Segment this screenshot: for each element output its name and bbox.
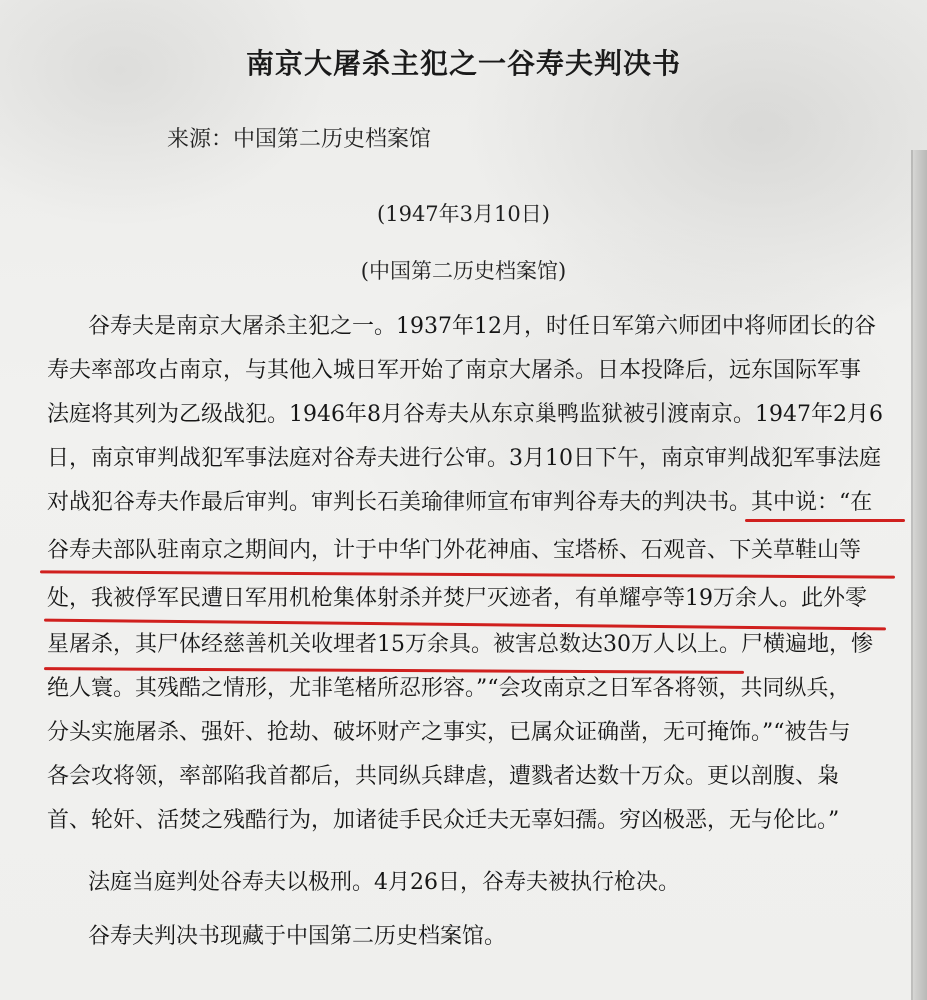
paragraph-line-7: 处，我被俘军民遭日军用机枪集体射杀并焚尸灭迹者，有单耀亭等19万余人。此外零 xyxy=(47,586,867,611)
paragraph-line-10: 分头实施屠杀、强奸、抢劫、破坏财产之事实，已属众证确凿，无可掩饰。”“被告与 xyxy=(47,720,851,745)
red-underline-2 xyxy=(40,570,895,578)
paragraph-line-4: 日，南京审判战犯军事法庭对谷寿夫进行公审。3月10日下午，南京审判战犯军事法庭 xyxy=(47,446,881,471)
document-date: (1947年3月10日) xyxy=(377,202,550,226)
paragraph-line-6: 谷寿夫部队驻南京之期间内，计于中华门外花神庙、宝塔桥、石观音、下关草鞋山等 xyxy=(47,538,862,563)
paragraph-line-13: 法庭当庭判处谷寿夫以极刑。4月26日，谷寿夫被执行枪决。 xyxy=(88,870,680,895)
paragraph-line-2: 寿夫率部攻占南京，与其他入城日军开始了南京大屠杀。日本投降后，远东国际军事 xyxy=(47,358,862,383)
paragraph-line-14: 谷寿夫判决书现藏于中国第二历史档案馆。 xyxy=(88,924,507,949)
paragraph-line-12: 首、轮奸、活焚之残酷行为，加诸徒手民众迁夫无辜妇孺。穷凶极恶，无与伦比。” xyxy=(47,808,840,833)
paragraph-line-8: 星屠杀，其尸体经慈善机关收埋者15万余具。被害总数达30万人以上。尸横遍地，惨 xyxy=(47,632,873,657)
paragraph-line-3: 法庭将其列为乙级战犯。1946年8月谷寿夫从东京巢鸭监狱被引渡南京。1947年2月6 xyxy=(47,402,883,427)
document-title: 南京大屠杀主犯之一谷寿夫判决书 xyxy=(245,47,681,80)
paragraph-line-11: 各会攻将领，率部陷我首都后，共同纵兵肆虐，遭戮者达数十万众。更以剖腹、枭 xyxy=(47,764,840,789)
red-underline-4 xyxy=(44,667,744,674)
red-underline-1 xyxy=(745,519,905,522)
red-underline-3 xyxy=(44,619,886,631)
paragraph-line-1: 谷寿夫是南京大屠杀主犯之一。1937年12月，时任日军第六师团中将师团长的谷 xyxy=(88,314,876,339)
archive-line: (中国第二历史档案馆) xyxy=(360,259,567,283)
paragraph-line-9: 绝人寰。其残酷之情形，尤非笔楮所忍形容。”“会攻南京之日军各将领，共同纵兵， xyxy=(47,676,851,701)
paragraph-line-5: 对战犯谷寿夫作最后审判。审判长石美瑜律师宣布审判谷寿夫的判决书。其中说：“在 xyxy=(47,490,873,515)
source-line: 来源：中国第二历史档案馆 xyxy=(167,127,432,152)
